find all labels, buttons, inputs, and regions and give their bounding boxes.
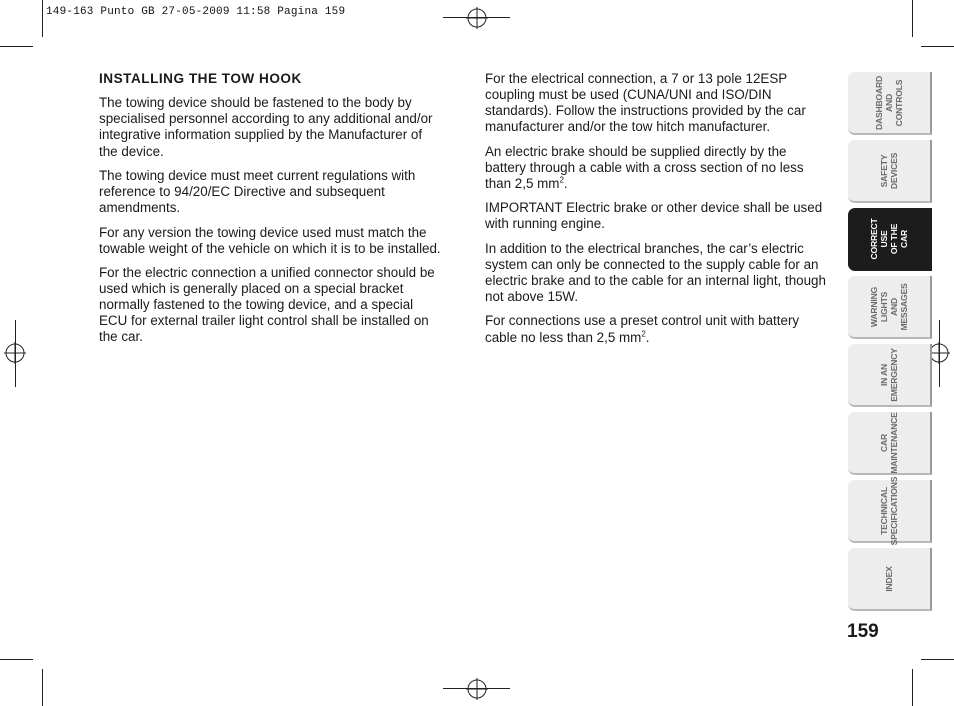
superscript: 2 (641, 329, 646, 339)
registration-mark-icon (466, 678, 488, 700)
registration-mark-icon (4, 342, 26, 364)
tab-car-maintenance[interactable] (848, 412, 932, 475)
tab-index[interactable] (848, 548, 932, 611)
paragraph-end: . (645, 329, 650, 345)
tab-label: WARNING LIGHTS AND MESSAGES (869, 282, 909, 331)
paragraph: The towing device must meet current regulations with reference to 94/20/EC Directive and subsequent amendments. (99, 167, 416, 216)
paragraph-end: . (563, 175, 568, 191)
tab-label: DASHBOARD AND CONTROLS (874, 75, 904, 130)
print-slug: 149-163 Punto GB 27-05-2009 11:58 Pagina 159 (46, 6, 346, 18)
tab-safety-devices[interactable] (848, 140, 932, 203)
paragraph: For any version the towing device used must match the towable weight of the vehicle on which it is to be installed. (99, 224, 441, 256)
paragraph (485, 313, 830, 345)
tab-correct-use-of-the-car[interactable] (848, 208, 932, 271)
tab-label: SAFETY DEVICES (879, 152, 899, 189)
paragraph: For the electrical connection, a 7 or 13 pole 12ESP coupling must be used (CUNA/UNI and ISO/DIN standards). Follow the instructions provided by the car manufacturer and/or the tow hitch manufacturer. (485, 71, 806, 135)
tab-label: IN AN EMERGENCY (879, 347, 899, 402)
paragraph: In addition to the electrical branches, the car’s electric system can only be connected to the supply cable for an electric brake and to the cable for an internal light, though not above 15W. (485, 240, 826, 305)
tab-technical-specifications[interactable] (848, 476, 932, 545)
tab-label: CORRECT USE OF THE CAR (869, 217, 909, 260)
section-heading: INSTALLING THE TOW HOOK (99, 71, 302, 86)
tab-dashboard-and-controls[interactable] (848, 72, 932, 135)
paragraph (485, 144, 830, 192)
tab-label: INDEX (884, 565, 894, 592)
paragraph: For the electric connection a unified connector should be used which is generally placed on a special bracket normally fastened to the towing device, and a special ECU for external trailer light control shall be installed on the car. (99, 265, 435, 345)
tab-warning-lights-and-messages[interactable] (848, 276, 932, 339)
tab-in-an-emergency[interactable] (848, 344, 932, 407)
paragraph: The towing device should be fastened to the body by specialised personnel according to any additional and/or integrative information supplied by the Manufacturer of the device. (99, 95, 433, 159)
left-column (99, 71, 444, 354)
paragraph: IMPORTANT Electric brake or other device shall be used with running engine. (485, 200, 823, 232)
page-number: 159 (847, 621, 879, 642)
paragraph-text: An electric brake should be supplied directly by the battery through a cable with a cross section of no less than 2,5 mm (485, 143, 804, 191)
tab-label: TECHNICAL SPECIFICATIONS (879, 476, 899, 545)
paragraph-text: For connections use a preset control unit with battery cable no less than 2,5 mm (485, 313, 800, 345)
registration-mark-icon (466, 7, 488, 29)
superscript: 2 (559, 175, 564, 185)
right-column (485, 71, 830, 354)
tab-label: CAR MAINTENANCE (879, 411, 899, 474)
